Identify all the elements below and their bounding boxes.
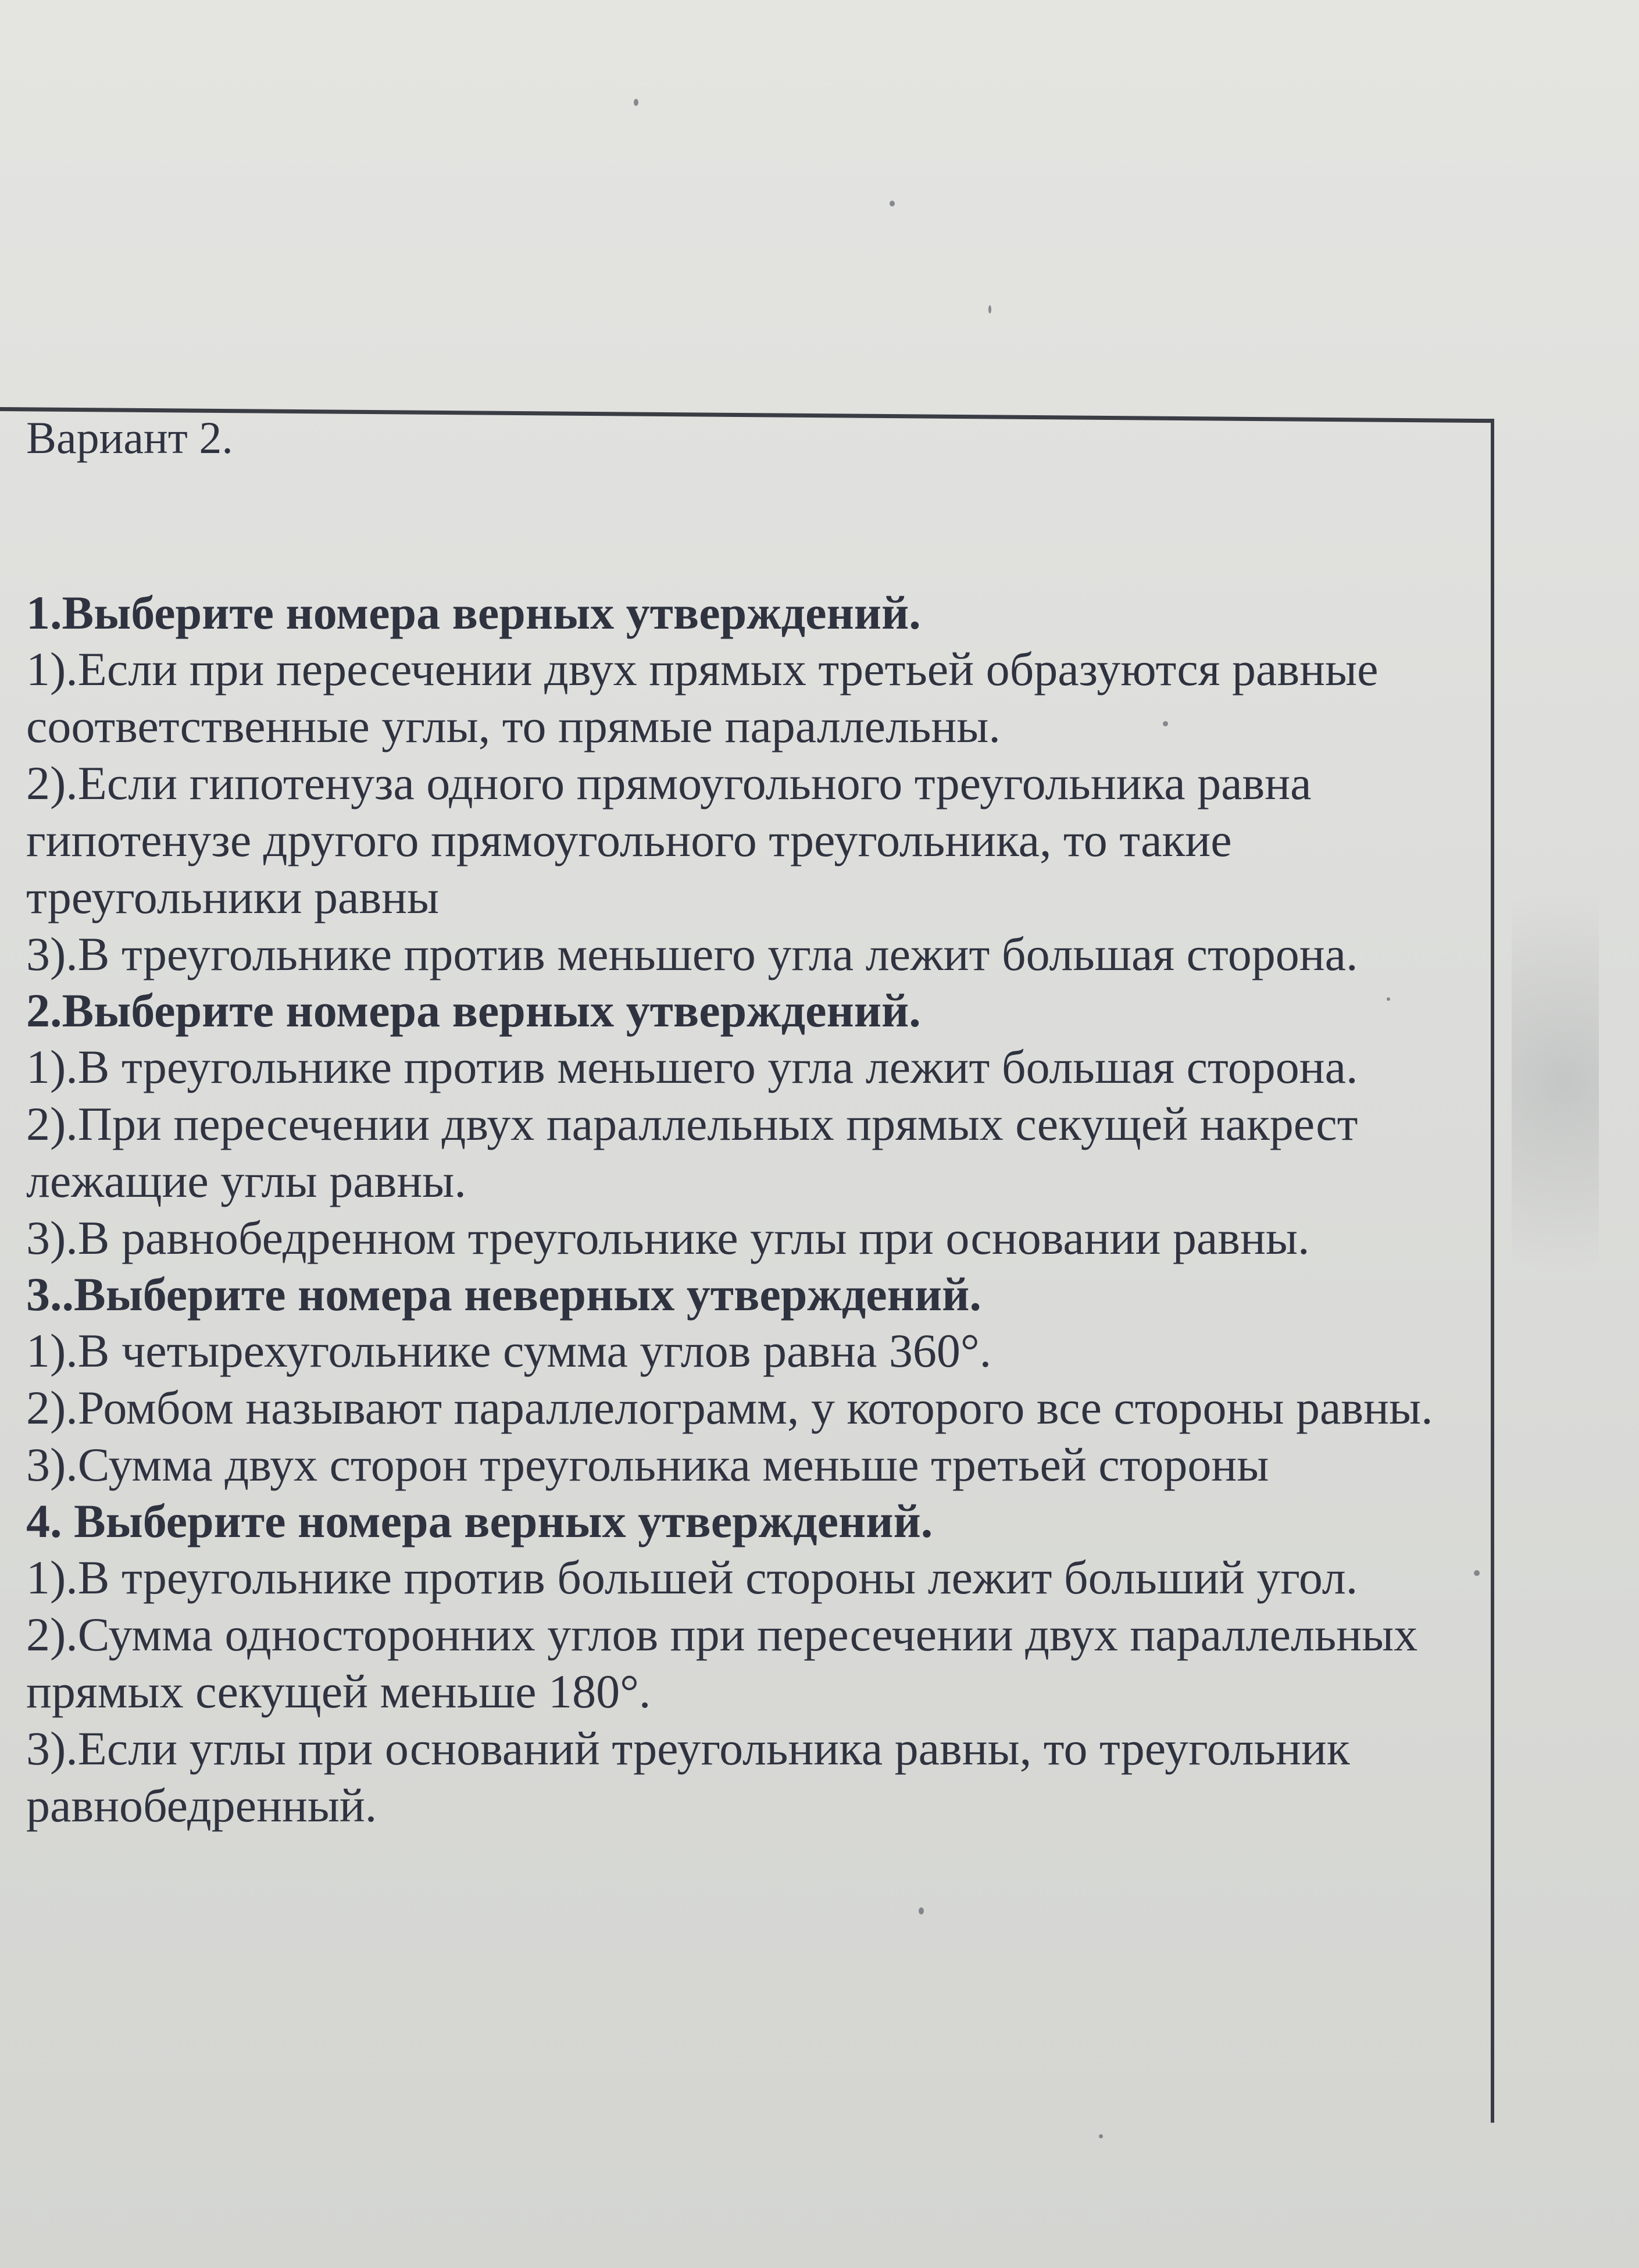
- question-option: 1).В четырехугольнике сумма углов равна 360°.: [26, 1324, 992, 1377]
- question-block-4: [26, 1493, 1491, 1834]
- question-block-2: [26, 983, 1491, 1267]
- question-title: 1.Выберите номера верных утверждений.: [26, 586, 921, 639]
- paper-speck: [919, 1907, 924, 1914]
- paper-speck: [1099, 2134, 1103, 2138]
- variant-title: Вариант 2.: [26, 412, 233, 463]
- question-title: 3..Выберите номера неверных утверждений.: [26, 1268, 981, 1321]
- question-option: 3).В равнобедренном треугольнике углы при основании равны.: [26, 1211, 1310, 1264]
- question-option: 2).При пересечении двух параллельных прямых секущей накрест лежащие углы равны.: [26, 1097, 1358, 1207]
- question-option: 1).В треугольнике против большей стороны лежит больший угол.: [26, 1551, 1358, 1604]
- question-block-1: [26, 585, 1491, 983]
- question-option: 3).В треугольнике против меньшего угла лежит большая сторона.: [26, 928, 1358, 980]
- question-option: 1).В треугольнике против меньшего угла лежит большая сторона.: [26, 1040, 1358, 1093]
- question-option: 1).Если при пересечении двух прямых третьей образуются равные соответственные углы, то прямые параллельны.: [26, 643, 1379, 753]
- paper-noise: [1512, 872, 1599, 1396]
- question-option: 2).Ромбом называют параллелограмм, у которого все стороны равны.: [26, 1381, 1433, 1434]
- paper-speck: [634, 99, 638, 106]
- paper-speck: [988, 305, 991, 313]
- question-title: 4. Выберите номера верных утверждений.: [26, 1495, 933, 1547]
- question-title: 2.Выберите номера верных утверждений.: [26, 984, 921, 1037]
- question-option: 3).Сумма двух сторон треугольника меньше третьей стороны: [26, 1438, 1269, 1491]
- worksheet-content: [26, 410, 1491, 1834]
- paper-speck: [890, 201, 895, 206]
- question-block-3: [26, 1267, 1491, 1493]
- question-option: 2).Если гипотенуза одного прямоугольного треугольника равна гипотенузе другого прямоугольного треугольника, то такие треугольники равны: [26, 757, 1312, 923]
- question-option: 3).Если углы при оснований треугольника равны, то треугольник равнобедренный.: [26, 1722, 1350, 1832]
- question-option: 2).Сумма односторонних углов при пересечении двух параллельных прямых секущей меньше 180°.: [26, 1608, 1418, 1718]
